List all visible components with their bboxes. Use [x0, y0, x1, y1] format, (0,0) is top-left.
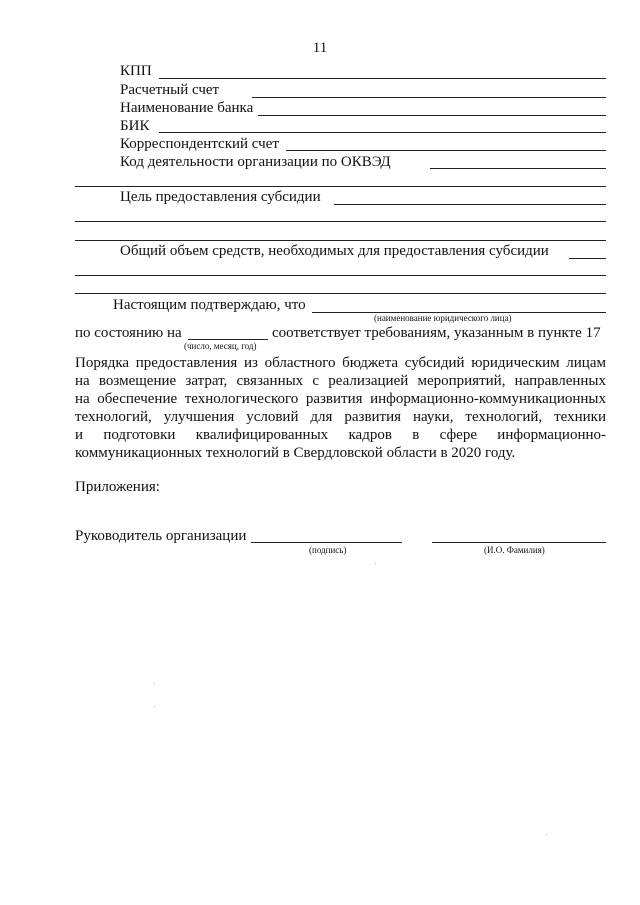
account-line	[252, 97, 606, 98]
page-number: 11	[312, 40, 328, 56]
corr-account-label: Корреспондентский счет	[120, 136, 279, 152]
scan-speck	[154, 683, 155, 684]
paragraph-line-6: коммуникационных технологий в Свердловской области в 2020 году.	[75, 445, 516, 461]
confirm-tail: соответствует требованиям, указанным в пункте 17	[272, 325, 601, 341]
bank-line	[258, 115, 606, 116]
signature-label: Руководитель организации	[75, 528, 247, 544]
total-line-2	[75, 275, 606, 276]
okved-line-2	[75, 186, 606, 187]
as-of-label: по состоянию на	[75, 325, 182, 341]
total-line	[569, 258, 606, 259]
bik-label: БИК	[120, 118, 150, 134]
paragraph-line-2: на возмещение затрат, связанных с реализацией мероприятий, направленных	[75, 373, 606, 389]
bank-label: Наименование банка	[120, 100, 254, 116]
signature-caption: (подпись)	[309, 545, 347, 555]
paragraph-line-5: и подготовки квалифицированных кадров в сфере информационно-	[75, 427, 606, 443]
name-caption: (И.О. Фамилия)	[484, 545, 545, 555]
kpp-line	[159, 78, 606, 79]
scan-speck	[375, 563, 376, 564]
total-label: Общий объем средств, необходимых для предоставления субсидии	[120, 243, 549, 259]
total-line-3	[75, 293, 606, 294]
okved-label: Код деятельности организации по ОКВЭД	[120, 154, 391, 170]
bik-line	[159, 132, 606, 133]
purpose-label: Цель предоставления субсидии	[120, 189, 321, 205]
signature-line	[251, 542, 402, 543]
date-line	[188, 339, 268, 340]
attachments-label: Приложения:	[75, 479, 160, 495]
purpose-line-2	[75, 221, 606, 222]
paragraph-line-1: Порядка предоставления из областного бюджета субсидий юридическим лицам	[75, 355, 606, 371]
name-line	[432, 542, 606, 543]
date-caption: (число, месяц, год)	[184, 341, 257, 351]
purpose-line	[334, 204, 606, 205]
okved-line	[430, 168, 606, 169]
confirm-lead: Настоящим подтверждаю, что	[113, 297, 306, 313]
entity-caption: (наименование юридического лица)	[374, 313, 512, 323]
purpose-line-3	[75, 240, 606, 241]
account-label: Расчетный счет	[120, 82, 220, 98]
kpp-label: КПП	[120, 63, 152, 79]
paragraph-line-3: на обеспечение технологического развития информационно-коммуникационных	[75, 391, 606, 407]
corr-account-line	[286, 150, 606, 151]
scan-speck	[546, 834, 547, 835]
scan-speck	[154, 706, 155, 707]
paragraph-line-4: технологий, улучшения условий для развития науки, технологий, техники	[75, 409, 606, 425]
